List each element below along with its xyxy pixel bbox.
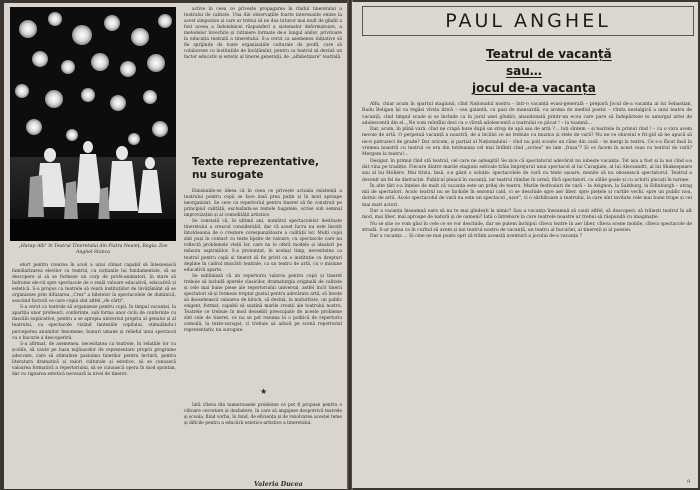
title-line: Teatrul de vacanță [486,47,612,61]
paragraph: Iată cîteva din numeroasele probleme ce pot fi propuse pentru o viitoare cercetare și dezbatere, în care să angajeze deopotrivă teatrele și școala, fiind vorba, în fond, de eficiența și de rezolvarea acestei teme și dificile pentru a educării estetico-artistice a tineretului. [184,403,342,427]
paragraph: Se subliniază că un repertoriu valoros pentru copii și tineret trebuie să includă operele clasicilor, dramaturgia originală de calitate și cele mai bune piese ale repertoriului universal, astfel încît tinerii spectatori să-și formeze treptat gustul pentru adevărata artă, să învețe să deosebească valoarea de kitsch, să devină, la maturitate, un public exigent, format, capabil să susțină marile creații ale teatrului nostru. Teatrele ce trebuie în mod deosebit preocupate de aceste probleme sînt cele de tineret, ce nu se pot rezuma la o politică de repertoriu comodă, la texte-surogat, ci trebuie să aducă pe scenă repertoriul reprezentativ, nu surogate. [184,273,342,334]
section-divider-star: ★ [260,387,268,396]
paragraph: Desigur, în primul rînd stă teatrul, cel care ne așteaptă! Se zice că spectatorul adevărat nu iubește vacanța. Tot așa a fost și la noi cînd s-a dat vina pe tradiție. Fiecare dintre marile stagiuni estivale trăia împrejurul unui spectacol al lui Caragiale, al lui Alecsandri, al lui Shakespeare sau al lui Molière. Mai tîrziu, însă, s-a găsit o soluție: spectacolele de vară cu texte ușoare, menite să nu obosească spectatorul. Teatrul a devenit un fel de distracție. Publicul pleacă în vacanță, iar teatrul rămîne în urmă, fără spectatori, cu sălile goale și cu actorii plecați în turnee. [362,158,692,183]
photo-caption: „Harap Alb" în Teatrul Tineretului din Piatra Neamț, Regia: Zoe Anghel-Stanca [18,244,168,256]
paragraph: S-a afirmat, de asemenea, necesitatea ca teatrele, în relațiile lor cu școlile, să caute pe baza mijloacelor de reprezentare proprii programe adecvate, care să stimuleze pasiunea tinerilor pentru lectură, pentru literatura dramatică și valori culturale și estetice, să se cunoască valoarea formativă a repertoriului, să se cunoască opera în mod spontan, dar cu rigoarea estetică necesară la nivel de tineret. [12,341,176,377]
author-header-box [362,6,694,36]
paragraph: active în ceea ce privește propagarea în rîndul tineretului a teatrului de calitate. Una din observațiile foarte interesante emise la acest simpozion și care ar trebui să ne dea tuturor mai mult de gîndit a fost aceea a îndoielnicei răspunderi a sistemelor deformatoare, a metodelor învechite și rutiniere formate de-a lungul anilor, privitoare la educația teatrală a tineretului. S-a cerut ca asemenea inițiative să fie sprijinite de toate organizațiile culturale de profil, care să colaboreze cu instituțiile de învățămînt, pentru ca teatrul să devină un factor educativ și estetic al tinerei generații, de ,,alfabetizare" teatrală. [184,7,342,61]
title-line: jocul de-a vacanța [472,81,596,95]
section-headline: Texte reprezentative, nu surogate [192,156,319,181]
page-number: 9 [686,479,690,485]
paragraph: Alfu, chiar acum în sparțul stagiunii, cînd Naționalul nostru – într-o vacanță evasi-generală – prepară Jocul de-a vacanța al lui Sebastian, Radu Beligan își va regăsi vîrsta lirică – cea galantă, cu pasi de mansardă, cu aroma de mediul poetic – vîrsta nostalgică a unui teatru de vacanță, cînd timpul scade și se închide ca în jurul unei gîndiri; abandonată printr-un ecou care pare să îndepărteze te amurgul artei de adolescentă din el. „Ne vom reîntîlni deci cu o vîrstă adolescentă a teatrului ce păcat ! – la toamnă… [362,102,692,126]
right-column-mid-text [184,189,342,334]
article-author: Valeria Ducea [254,481,303,488]
paragraph: Emisiunile-se ideea că în ceea ce privește actuala existență a teatrului pentru copii se face insă prea puțin și în mod aproape neorganizat. Se cere ca repertoriul pentru tineret să fie construit pe principiul calității, excluzîndu-se textele bagatele, scrise sub semnul improvizației și al comodității artistice. [184,189,342,219]
paragraph: Dar a vacanța înseamnă oare să nu te mai gîndești la nimic? Sau a vacanța înseamnă să cauți altfel, să descoperi, să trăiești teatrul în alt mod, mai liber, mai aproape de natură și de oameni? Iată o întrebare la care teatrele noastre ar trebui să răspundă cu imaginație. [362,209,692,221]
right-column-bottom-text [184,403,342,427]
right-column-top-text [184,7,342,61]
left-page [4,3,348,489]
paragraph: Dar a vacanța … Și cine ne mai poate opri să trăim această aventură a jocului de-a vacanța ? [370,234,583,240]
title-line: sau… [506,64,542,78]
right-page [352,2,698,488]
paragraph: Se constată că, în ultimii ani, numărul spectacolelor destinate tineretului a crescut considerabil, dar că acest lucru nu este însoțit întotdeauna de o creștere corespunzătoare a calității lor. Mulți copii sînt puși în contact cu texte lipsite de valoare, cu spectacole care nu reflectă problemele vieții lor, care nu le oferă modele și idealuri pe măsura aspirațiilor. S-a pronunțat, în același timp, necesitatea ca teatrul pentru copii și tineret să fie privit ca o instituție cu drepturi depline în cadrul mișcării teatrale, ca un teatru de artă, cu o misiune educativă aparte. [184,219,342,273]
author-name: PAUL ANGHEL [445,10,611,32]
left-column-text [12,263,176,378]
article-title [452,46,642,97]
paragraph: S-a cerut ca teatrele să organizeze pentru copii, în timpul vacanței, la apariția unor profesori, conferințe, sub forma unor ciclu de conferințe cu dascălii explicative, pentru a se apropia universul propriu al genului și al teatrului, cu spectacole vizând fanteziile copilului, stimulându-i perceperea anumitor fenomene, bunuri umane și relieful unui spectacol cu o bucurie a descoperirii. [12,305,176,341]
article-body [362,102,692,241]
paragraph: efort pentru crearea în școli a unui climat capabil să înlesnească familiarizarea elevilor cu teatrul, cu noțiunile lui fundamentale, să se descopere și să se formeze un corp de profe-animatori, în stare să îndrume ele-vii spre spectacole de o reală valoare educativă, educativă și estetică. S-a propus ca teatrele să ceară instituțiilor de învățământ să se organizeze prin difuzarea „Crez" a biletelor la spectacolele de duminică, asociind factorii ce care copiii sînt altfel „de cărți". [12,263,176,305]
paragraph: Nu se știe ce vom găsi în cele ce se vor deschide, dar ne putem închipui cîteva teatre în aer liber, cîteva scene mobile, cîteva spectacole de stradă. S-ar putea ca în curînd să avem și noi teatrul nostru de vacanță, un teatru al bucuriei, al tinereții și al poeziei. [362,221,692,233]
paragraph: În alte țări s-a înțeles de mult că vacanța este un prilej de teatru. Marile festivaluri de vară – la Avignon, la Salzburg, la Edinburgh – atrag mii de spectatori. Acolo teatrul nu se închide în sezonul cald, ci se deschide spre aer liber, spre piețele și curțile vechi, spre un public nou, dornic de artă. Acolo spectacolul de vară nu este un spectacol „ușor", ci o sărbătoare a teatrului, la care sînt invitate cele mai bune trupe și cei mai mari actori. [362,183,692,208]
theatre-photo [10,7,176,241]
paragraph: Dar, acum, în plină vară, cînd ne crapă buze după un strop de apă sau de artă ?… toți sîntem – și teatrele în primul rînd ! – cu o vara avem nevoie de artă. O perpetuă vacanță a noastră, de a încălzi ce ne trebuie cu muzica și stele de vară? Nu ne ce obiceiul e fri-gid să ne apucă să ne-n patruzeci de grade? Dar oricum, și parțial al Naționalului – cînd nu poți scoate un cîine din casă – te mergi la teatru. Ce s-a făcut însă la vremea noastră cu teatrul ce era din totdeauna cel mai întîlnit cînd „scriea" ne lam „fraza"? Și ce facem în acest ceas cu teatrul de vară? Mergem la teatru!… [362,127,692,158]
